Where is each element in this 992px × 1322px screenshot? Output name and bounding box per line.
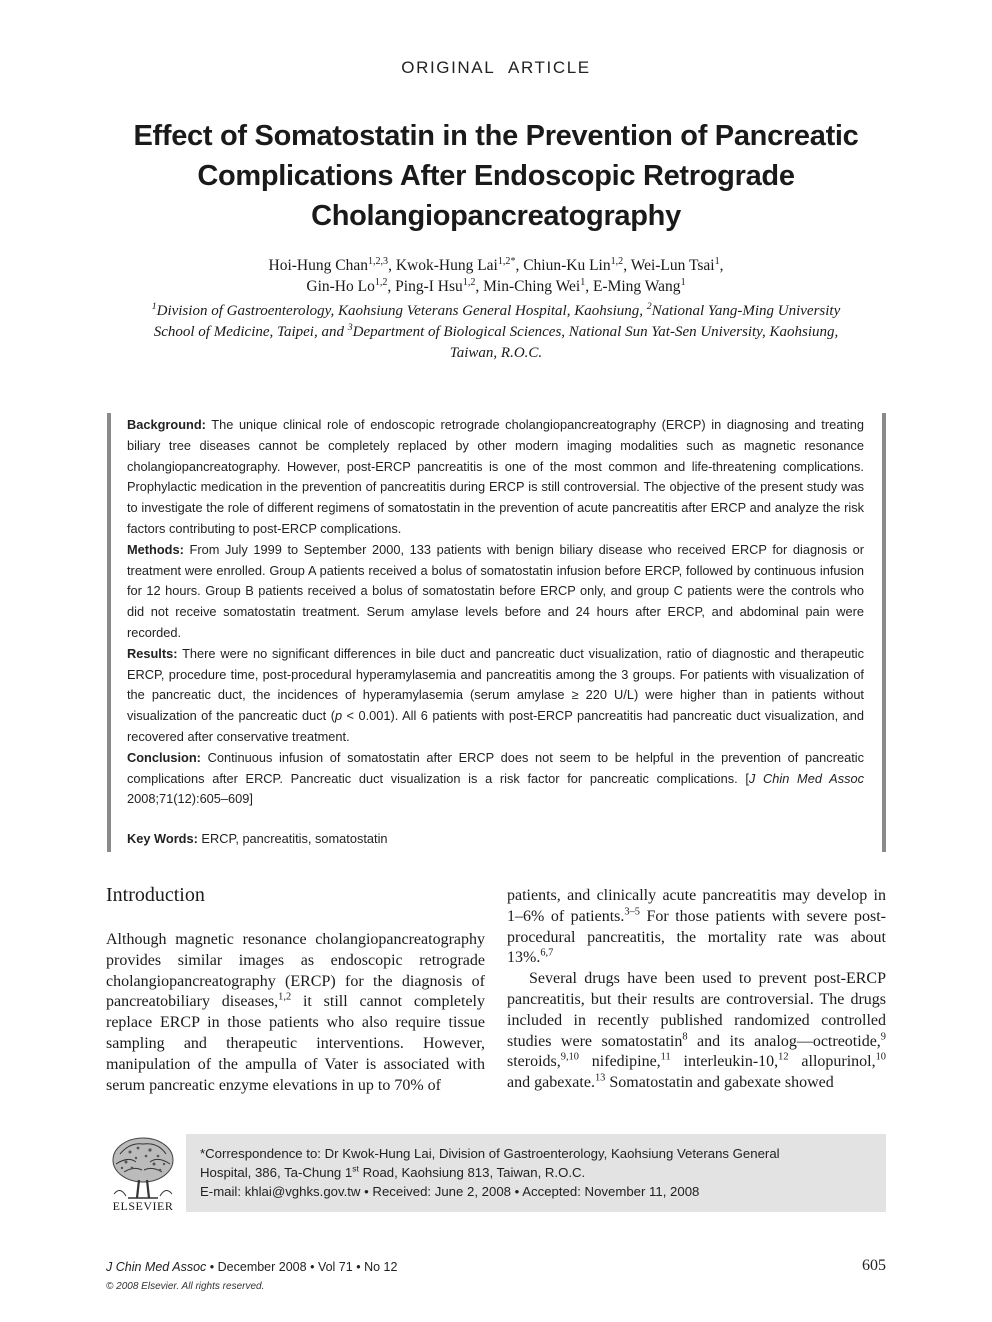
abstract-results xyxy=(127,644,864,748)
author-separator: , xyxy=(387,278,396,295)
bullet-separator: • xyxy=(356,1260,361,1274)
author-separator: , xyxy=(475,278,484,295)
affiliation-text: National Yang-Ming University School of Medicine, Taipei, and xyxy=(153,303,841,340)
body-text: allopurinol, xyxy=(788,1053,876,1071)
author-separator: , xyxy=(388,257,396,274)
keywords xyxy=(127,829,864,850)
correspondence-address xyxy=(200,1163,872,1182)
correspondence-text: Road, Kaohsiung 813, Taiwan, R.O.C. xyxy=(358,1165,586,1180)
body-paragraph xyxy=(507,886,886,969)
bullet-separator: • xyxy=(364,1184,369,1199)
author-name: Ping-I Hsu xyxy=(395,278,463,295)
footer-issue: No 12 xyxy=(364,1260,398,1274)
section-heading-introduction: Introduction xyxy=(106,884,205,906)
affiliation-mark: 3 xyxy=(347,322,353,333)
author-list xyxy=(150,255,842,297)
reference-mark: 9,10 xyxy=(560,1052,579,1064)
journal-footer xyxy=(106,1260,397,1274)
reference-mark: 1,2 xyxy=(278,992,292,1004)
citation-journal: J Chin Med Assoc xyxy=(748,770,865,786)
author-affiliation-mark: 1,2,3 xyxy=(367,255,389,267)
author-affiliation-mark: 1 xyxy=(680,276,686,288)
author-name: E-Ming Wang xyxy=(592,278,681,295)
body-text: and its analog—octreotide, xyxy=(687,1032,881,1050)
reference-mark: 13 xyxy=(594,1072,606,1084)
author-separator: , xyxy=(585,278,593,295)
body-text: interleukin-10, xyxy=(670,1053,779,1071)
abstract-text: < 0.001). All 6 patients with post-ERCP pancreatitis had pancreatic duct visualization, and recovered after conservative treatment. xyxy=(127,708,864,744)
affiliation-mark: 1 xyxy=(151,301,157,312)
citation-details: 2008;71(12):605–609] xyxy=(127,791,253,807)
author-name: Kwok-Hung Lai xyxy=(395,257,498,274)
reference-mark: 6,7 xyxy=(540,948,554,960)
reference-mark: 3–5 xyxy=(624,906,640,918)
correspondence-line: *Correspondence to: Dr Kwok-Hung Lai, Division of Gastroenterology, Kaohsiung Veterans General xyxy=(200,1146,780,1161)
body-text: Several drugs have been used to prevent post-ERCP pancreatitis, but their results are controversial. The drugs included in recently published randomized controlled studies were somatostatin xyxy=(507,970,886,1050)
publisher-logo-text: ELSEVIER xyxy=(112,1199,174,1213)
reference-mark: 11 xyxy=(660,1052,671,1064)
body-text: nifedipine, xyxy=(578,1053,661,1071)
correspondence-box xyxy=(186,1134,886,1212)
abstract-label: Methods: xyxy=(127,541,184,557)
affiliation-mark: 2 xyxy=(646,301,652,312)
reference-mark: 9 xyxy=(880,1031,886,1043)
reference-mark: 10 xyxy=(875,1052,886,1064)
bullet-separator: • xyxy=(310,1260,315,1274)
footer-volume: Vol 71 xyxy=(317,1260,353,1274)
author-separator: , xyxy=(623,257,631,274)
abstract-text: The unique clinical role of endoscopic retrograde cholangiopancreatography (ERCP) in diagnosing and treating biliary tree diseases cannot be completely replaced by other modern imaging modalities such as magnetic resonance cholangiopancreatography. However, post-ERCP pancreatitis is one of the most common and life-threatening complications. Prophylactic medication in the prevention of pancreatitis during ERCP is still controversial. The objective of the present study was to investigate the role of different regimens of somatostatin in the prevention of acute pancreatitis after ERCP and analyze the risk factors contributing to post-ERCP complications. xyxy=(127,417,864,536)
body-paragraph xyxy=(507,969,886,1094)
affiliation-text: Department of Biological Sciences, National Sun Yat-Sen University, Kaohsiung, Taiwan, R.O.C. xyxy=(352,324,839,361)
correspondence-email: E-mail: khlai@vghks.gov.tw xyxy=(200,1184,361,1199)
author-affiliation-mark: 1 xyxy=(714,255,720,267)
affiliations xyxy=(150,301,842,364)
author-name: Gin-Ho Lo xyxy=(306,278,375,295)
abstract-text: From July 1999 to September 2000, 133 patients with benign biliary disease who received ERCP for diagnosis or treatment were enrolled. Group A patients received a bolus of somatostatin infusion before ERCP, followed by continuous infusion for 12 hours. Group B patients received a bolus of somatostatin before ERCP only, and group C patients were the controls who did not receive somatostatin treatment. Serum amylase levels before and 24 hours after ERCP, and abdominal pain were recorded. xyxy=(127,541,864,640)
abstract-background xyxy=(127,415,864,540)
accepted-date: Accepted: November 11, 2008 xyxy=(522,1184,700,1199)
author-name: Min-Ching Wei xyxy=(483,278,581,295)
abstract-text: There were no significant differences in bile duct and pancreatic duct visualization, ratio of diagnostic and therapeutic ERCP, procedure time, post-procedural hyperamylasemia and pancreatitis among the 3 groups. For patients with visualization of the pancreatic duct, the incidences of hyperamylasemia (serum amylase ≥ 220 U/L) were higher than in patients without visualization of the pancreatic duct ( xyxy=(127,645,864,724)
body-text: it still cannot completely replace ERCP in those patients who also require tissue sampling and therapeutic interventions. However, manipulation of the ampulla of Vater is associated with serum pancreatic enzyme elevations in up to 70% of xyxy=(106,993,485,1094)
correspondence-text: Hospital, 386, Ta-Chung 1 xyxy=(200,1165,353,1180)
body-column-left xyxy=(106,882,485,1096)
author-name: Wei-Lun Tsai xyxy=(630,257,715,274)
body-column-right xyxy=(507,886,886,1094)
abstract-label: Conclusion: xyxy=(127,749,201,765)
author-affiliation-mark: 1,2 xyxy=(610,255,624,267)
copyright-notice: © 2008 Elsevier. All rights reserved. xyxy=(106,1281,265,1292)
body-text: and gabexate. xyxy=(507,1074,595,1092)
author-affiliation-mark: 1,2 xyxy=(462,276,476,288)
reference-mark: 8 xyxy=(682,1031,688,1043)
correspondence-dates xyxy=(200,1182,872,1201)
p-value-symbol: p xyxy=(334,708,343,724)
body-text: For those patients with severe post-procedural pancreatitis, the mortality rate was about 13%. xyxy=(507,907,886,967)
ordinal-suffix: st xyxy=(352,1163,359,1174)
author-affiliation-mark: 1,2* xyxy=(497,255,516,267)
author-line-2 xyxy=(150,276,842,297)
bullet-separator: • xyxy=(514,1184,520,1199)
author-line-1 xyxy=(150,255,842,276)
reference-mark: 12 xyxy=(778,1052,789,1064)
received-date: Received: June 2, 2008 xyxy=(372,1184,511,1199)
body-text: Somatostatin and gabexate showed xyxy=(605,1074,834,1092)
author-name: Hoi-Hung Chan xyxy=(268,257,368,274)
body-paragraph xyxy=(106,930,485,1096)
keywords-text: ERCP, pancreatitis, somatostatin xyxy=(197,831,388,847)
affiliation-text: Division of Gastroenterology, Kaohsiung Veterans General Hospital, Kaohsiung, xyxy=(156,303,647,319)
footer-date: December 2008 xyxy=(217,1260,307,1274)
bullet-separator: • xyxy=(209,1260,215,1274)
article-title: Effect of Somatostatin in the Prevention of Pancreatic Complications After Endoscopic Retrograde Cholangiopancreatography xyxy=(133,120,859,232)
section-label: ORIGINAL ARTICLE xyxy=(401,58,591,77)
author-affiliation-mark: 1 xyxy=(580,276,586,288)
abstract-box xyxy=(107,413,886,852)
page-number: 605 xyxy=(862,1257,886,1274)
abstract-conclusion xyxy=(127,748,864,810)
author-name: Chiun-Ku Lin xyxy=(523,257,611,274)
author-affiliation-mark: 1,2 xyxy=(374,276,388,288)
author-separator: , xyxy=(515,257,524,274)
abstract-label: Background: xyxy=(127,417,206,432)
body-text: steroids, xyxy=(507,1053,561,1071)
body-text: patients, and clinically acute pancreatitis may develop in 1–6% of patients. xyxy=(507,887,886,925)
abstract-label: Results: xyxy=(127,645,178,661)
keywords-label: Key Words: xyxy=(127,831,198,847)
abstract-methods xyxy=(127,540,864,644)
footer-journal: J Chin Med Assoc xyxy=(106,1260,207,1274)
author-separator: , xyxy=(719,257,724,274)
body-text: Although magnetic resonance cholangiopancreatography provides similar images as endoscopic retrograde cholangiopancreatography (ERCP) for the diagnosis of pancreatobiliary diseases, xyxy=(106,931,485,1011)
abstract-text: Continuous infusion of somatostatin after ERCP does not seem to be helpful in the prevention of pancreatic complications after ERCP. Pancreatic duct visualization is a risk factor for pancreatic complications. [ xyxy=(127,749,864,786)
